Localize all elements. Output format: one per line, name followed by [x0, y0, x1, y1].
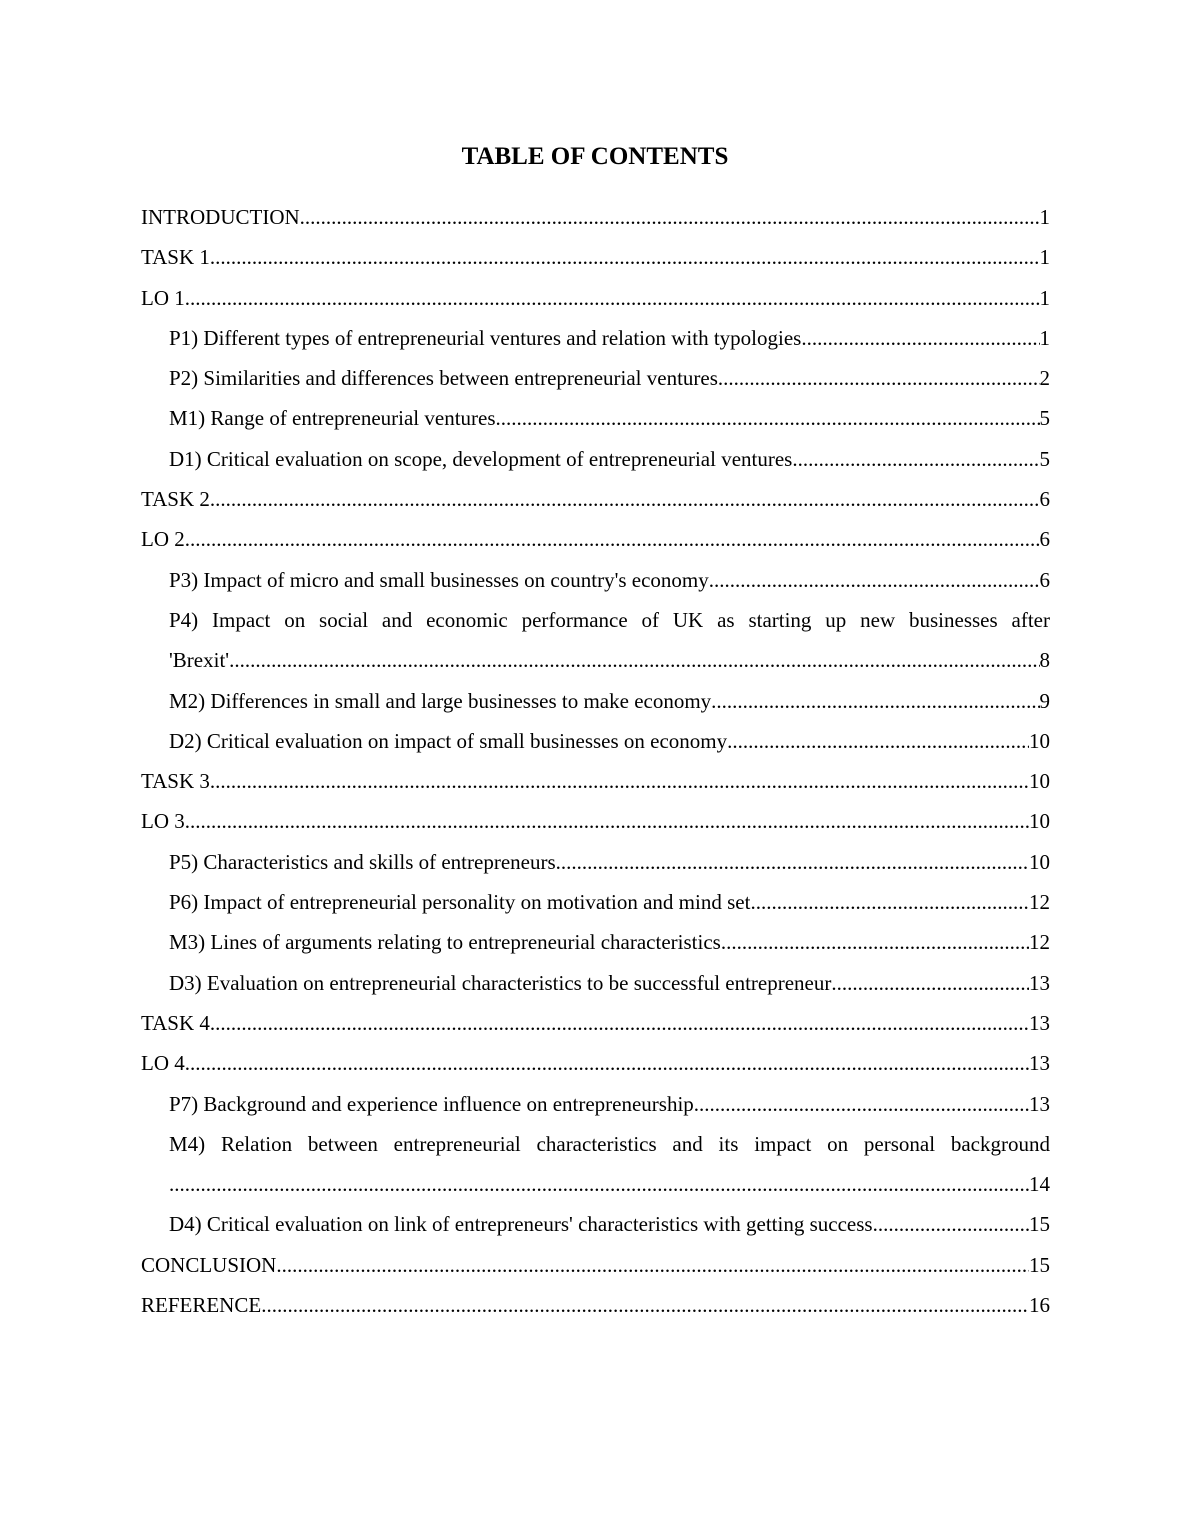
toc-entry-text: CONCLUSION	[141, 1252, 277, 1277]
toc-entry-task-2[interactable]	[141, 479, 1050, 519]
toc-entry-text: LO 2	[141, 527, 185, 552]
dot-leader	[711, 681, 1039, 721]
toc-entry-introduction[interactable]	[141, 197, 1050, 237]
toc-page-number: 6	[1039, 487, 1050, 512]
dot-leader	[792, 439, 1039, 479]
toc-entry-second-line	[169, 640, 1050, 680]
toc-page-number: 1	[1039, 205, 1050, 229]
toc-entry-text: D2) Critical evaluation on impact of small businesses on economy	[169, 728, 728, 753]
toc-entry-text: M1) Range of entrepreneurial ventures	[169, 406, 496, 431]
toc-list	[141, 197, 1050, 1325]
toc-page-number: 14	[1029, 1172, 1050, 1197]
toc-entry-text: M3) Lines of arguments relating to entrepreneurial characteristics	[169, 930, 721, 955]
toc-page-number: 9	[1039, 688, 1050, 713]
toc-entry-second-line	[169, 1164, 1050, 1204]
toc-entry-p3[interactable]	[141, 560, 1050, 600]
toc-entry-text: M2) Differences in small and large businesses to make economy	[169, 688, 712, 713]
toc-entry-text: INTRODUCTION	[141, 205, 300, 229]
toc-entry-d2[interactable]	[141, 721, 1050, 761]
toc-entry-text: D1) Critical evaluation on scope, development of entrepreneurial ventures	[169, 446, 793, 471]
toc-page-number: 13	[1029, 1010, 1050, 1035]
dot-leader	[276, 1245, 1029, 1285]
dot-leader	[261, 1285, 1029, 1325]
toc-entry-m3[interactable]	[141, 922, 1050, 962]
dot-leader	[185, 801, 1029, 841]
toc-page-number: 1	[1039, 245, 1050, 270]
toc-page-number: 1	[1039, 285, 1050, 310]
dot-leader	[831, 963, 1029, 1003]
toc-entry-text: TASK 3	[141, 769, 210, 794]
toc-entry-text: P7) Background and experience influence on entrepreneurship	[169, 1091, 694, 1116]
toc-entry-text: LO 4	[141, 1051, 185, 1076]
toc-page-number: 6	[1039, 527, 1050, 552]
toc-entry-m2[interactable]	[141, 681, 1050, 721]
toc-entry-conclusion[interactable]	[141, 1245, 1050, 1285]
toc-entry-text: P1) Different types of entrepreneurial ventures and relation with typologies	[169, 325, 802, 350]
toc-entry-task-3[interactable]	[141, 761, 1050, 801]
toc-entry-task-4[interactable]	[141, 1003, 1050, 1043]
toc-entry-lo-1[interactable]	[141, 278, 1050, 318]
toc-page-number: 13	[1029, 1091, 1050, 1116]
toc-page-number: 15	[1029, 1252, 1050, 1277]
toc-entry-text: LO 3	[141, 809, 185, 834]
dot-leader	[229, 640, 1039, 680]
toc-page-number: 6	[1039, 567, 1050, 592]
toc-entry-lo-4[interactable]	[141, 1043, 1050, 1083]
dot-leader	[210, 761, 1029, 801]
toc-entry-text-line2: 'Brexit'	[169, 648, 230, 673]
toc-entry-task-1[interactable]	[141, 237, 1050, 277]
toc-entry-lo-2[interactable]	[141, 519, 1050, 559]
dot-leader	[801, 318, 1039, 358]
toc-entry-text: TASK 2	[141, 487, 210, 512]
toc-entry-text-line1: M4) Relation between entrepreneurial characteristics and its impact on personal background	[169, 1131, 1050, 1156]
dot-leader	[210, 479, 1040, 519]
toc-entry-text: P6) Impact of entrepreneurial personality on motivation and mind set	[169, 890, 751, 915]
toc-page-number: 10	[1029, 809, 1050, 834]
dot-leader	[556, 842, 1029, 882]
toc-page-number: 12	[1029, 930, 1050, 955]
toc-entry-p6[interactable]	[141, 882, 1050, 922]
toc-entry-d4[interactable]	[141, 1204, 1050, 1244]
dot-leader	[750, 882, 1029, 922]
toc-entry-text-line1: P4) Impact on social and economic performance of UK as starting up new businesses after	[169, 607, 1050, 632]
toc-entry-d3[interactable]	[141, 963, 1050, 1003]
toc-page-number: 10	[1029, 769, 1050, 794]
dot-leader	[169, 1164, 1029, 1204]
dot-leader	[210, 237, 1040, 277]
dot-leader	[721, 922, 1029, 962]
toc-entry-p2[interactable]	[141, 358, 1050, 398]
toc-page-number: 1	[1039, 325, 1050, 350]
dot-leader	[727, 721, 1029, 761]
toc-entry-m1[interactable]	[141, 398, 1050, 438]
toc-entry-text: P2) Similarities and differences between entrepreneurial ventures	[169, 366, 718, 391]
toc-page-number: 15	[1029, 1212, 1050, 1237]
toc-entry-lo-3[interactable]	[141, 801, 1050, 841]
toc-entry-d1[interactable]	[141, 439, 1050, 479]
toc-entry-m4[interactable]	[141, 1124, 1050, 1205]
dot-leader	[718, 358, 1040, 398]
toc-entry-text: P5) Characteristics and skills of entrepreneurs	[169, 849, 556, 874]
toc-entry-text: D3) Evaluation on entrepreneurial characteristics to be successful entrepreneur	[169, 970, 832, 995]
dot-leader	[694, 1084, 1029, 1124]
toc-page-number: 12	[1029, 890, 1050, 915]
toc-entry-p1[interactable]	[141, 318, 1050, 358]
toc-page-number: 10	[1029, 728, 1050, 753]
toc-entry-text: P3) Impact of micro and small businesses on country's economy	[169, 567, 709, 592]
toc-entry-reference[interactable]	[141, 1285, 1050, 1325]
toc-page-number: 13	[1029, 1051, 1050, 1076]
dot-leader	[873, 1204, 1029, 1244]
toc-entry-p4[interactable]	[141, 600, 1050, 681]
toc-page-number: 16	[1029, 1293, 1050, 1318]
toc-entry-p7[interactable]	[141, 1084, 1050, 1124]
toc-page-number: 5	[1039, 446, 1050, 471]
toc-entry-p5[interactable]	[141, 842, 1050, 882]
toc-page-number: 13	[1029, 970, 1050, 995]
dot-leader	[210, 1003, 1029, 1043]
toc-title: TABLE OF CONTENTS	[461, 143, 729, 170]
toc-page-number: 10	[1029, 849, 1050, 874]
toc-page-number: 5	[1039, 406, 1050, 431]
toc-entry-text: LO 1	[141, 285, 185, 310]
dot-leader	[185, 519, 1040, 559]
dot-leader	[185, 1043, 1029, 1083]
toc-entry-text: D4) Critical evaluation on link of entrepreneurs' characteristics with getting success	[169, 1212, 873, 1237]
toc-page-number: 8	[1039, 648, 1050, 673]
dot-leader	[709, 560, 1040, 600]
dot-leader	[185, 278, 1040, 318]
dot-leader	[300, 197, 1040, 237]
toc-entry-text: TASK 4	[141, 1010, 210, 1035]
toc-entry-text: TASK 1	[141, 245, 210, 270]
dot-leader	[496, 398, 1040, 438]
toc-entry-text: REFERENCE	[141, 1293, 262, 1318]
toc-page-number: 2	[1039, 366, 1050, 391]
